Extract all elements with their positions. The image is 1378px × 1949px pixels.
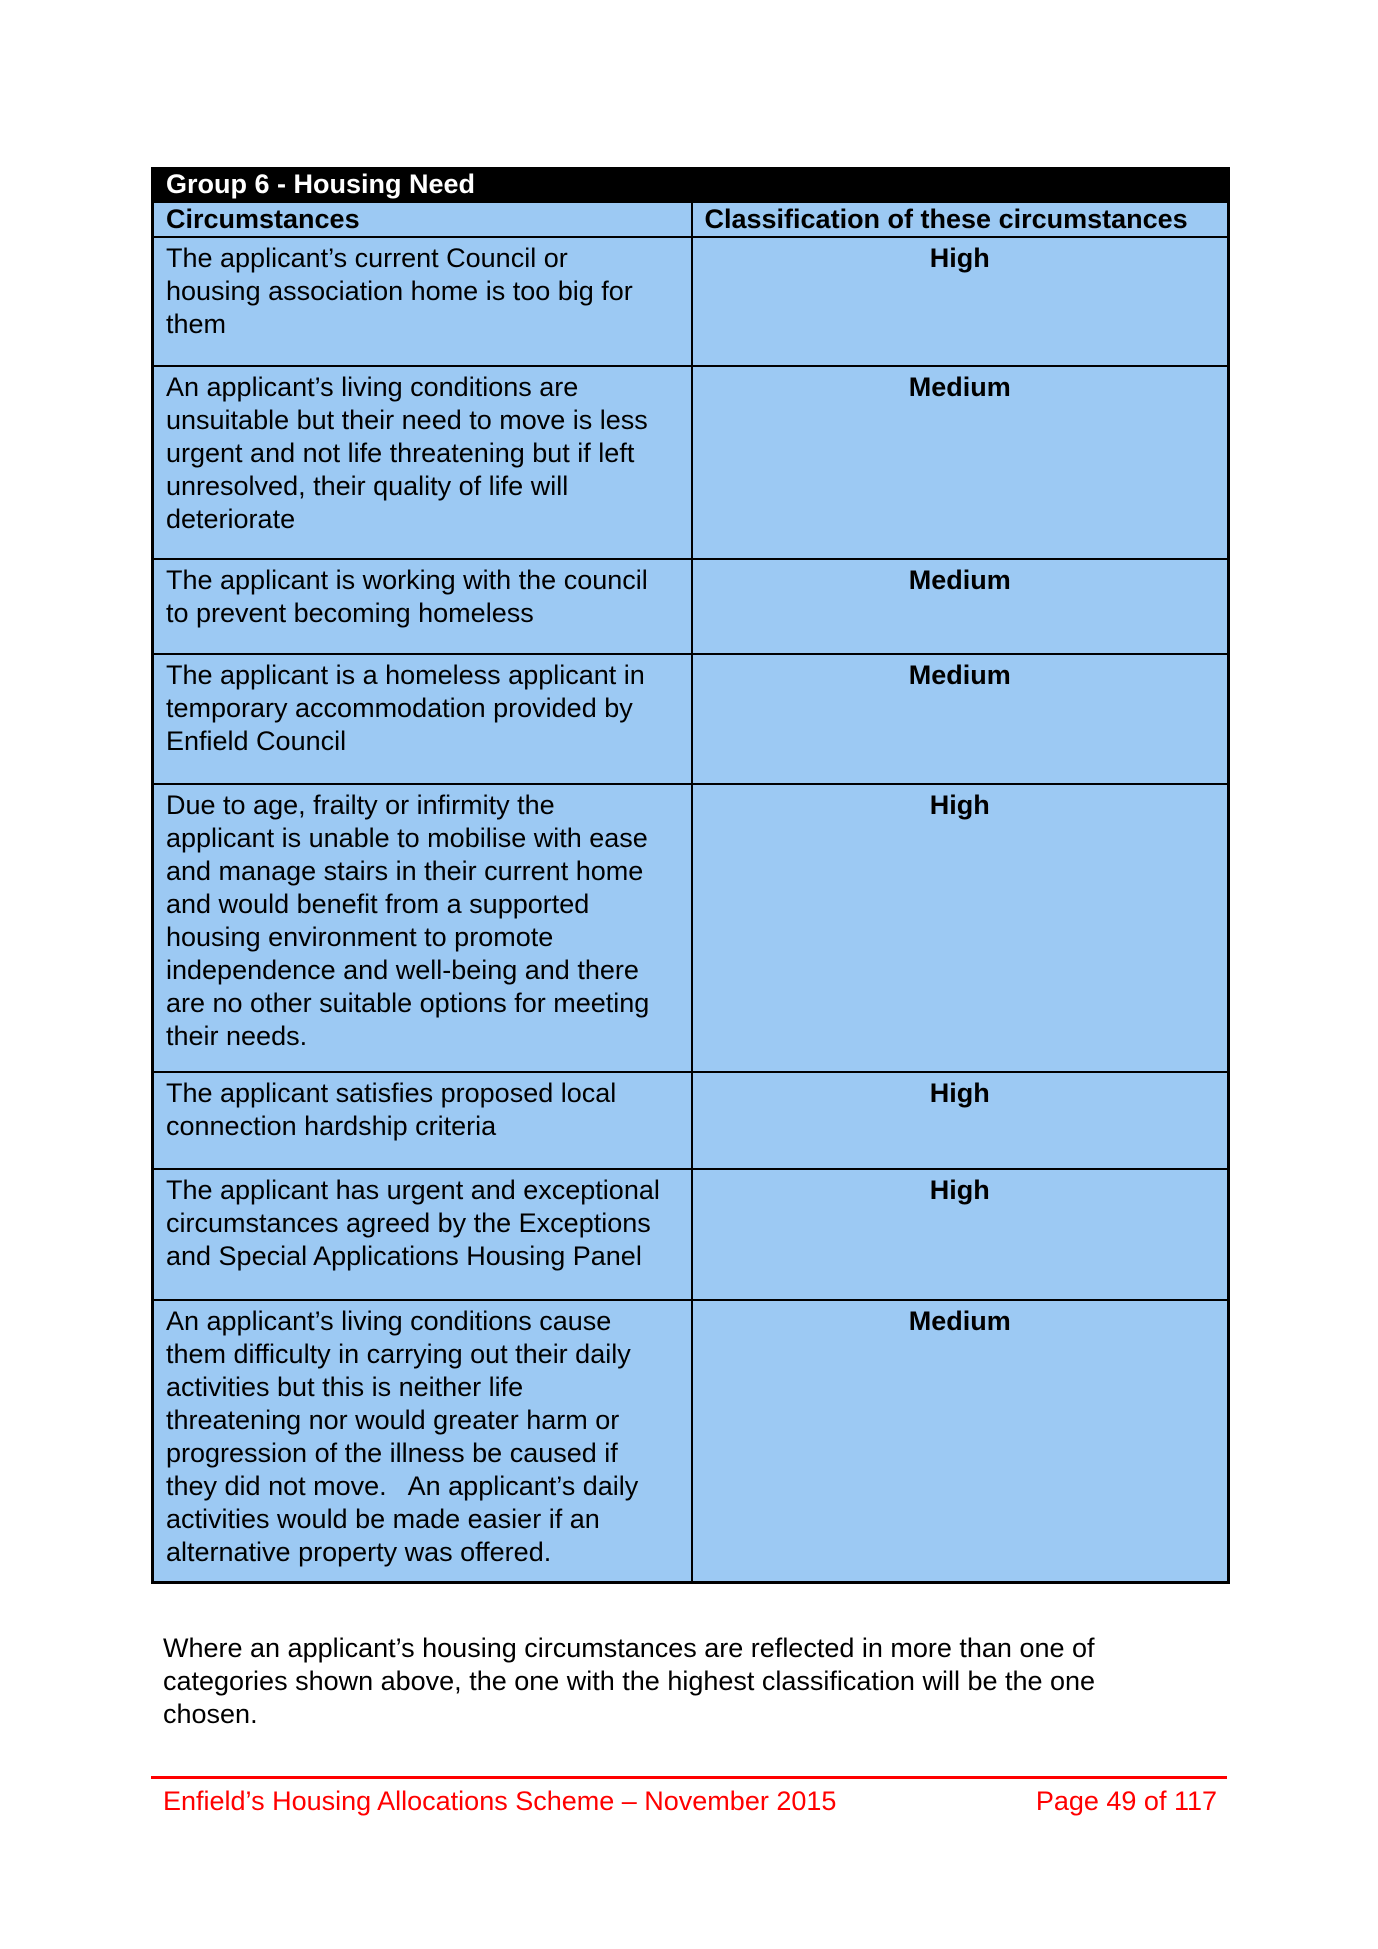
circumstance-cell: The applicant is working with the council to prevent becoming homeless [153,559,692,654]
table-row [153,654,1229,784]
table-row [153,1169,1229,1300]
table-row [153,237,1229,366]
column-header-circumstances: Circumstances [153,202,692,237]
circumstance-cell: An applicant’s living conditions are unsuitable but their need to move is less urgent and not life threatening but if left unresolved, their quality of life will deteriorate [153,366,692,559]
footer-document-title: Enfield’s Housing Allocations Scheme – November 2015 [163,1786,837,1816]
circumstance-cell: The applicant is a homeless applicant in temporary accommodation provided by Enfield Council [153,654,692,784]
circumstance-cell: An applicant’s living conditions cause them difficulty in carrying out their daily activities but this is neither life threatening nor would greater harm or progression of the illness be caused if they did not move. An applicant’s daily activities would be made easier if an alternative property was offered. [153,1300,692,1582]
classification-cell: Medium [692,1300,1229,1582]
page-footer [151,1776,1227,1818]
table-row [153,784,1229,1072]
table-row [153,559,1229,654]
classification-cell: Medium [692,366,1229,559]
table-row [153,1300,1229,1582]
circumstance-cell: The applicant’s current Council or housing association home is too big for them [153,237,692,366]
classification-cell: High [692,237,1229,366]
table-title: Group 6 - Housing Need [153,169,1229,203]
circumstance-cell: The applicant has urgent and exceptional circumstances agreed by the Exceptions and Special Applications Housing Panel [153,1169,692,1300]
note-paragraph: Where an applicant’s housing circumstances are reflected in more than one of categories shown above, the one with the highest classification will be the one chosen. [163,1633,1096,1729]
table-row [153,366,1229,559]
circumstance-cell: The applicant satisfies proposed local connection hardship criteria [153,1072,692,1169]
column-header-classification: Classification of these circumstances [692,202,1229,237]
classification-cell: High [692,784,1229,1072]
table-column-header-row [153,202,1229,237]
classification-cell: High [692,1169,1229,1300]
footer-page-number: Page 49 of 117 [1035,1786,1217,1816]
circumstance-cell: Due to age, frailty or infirmity the applicant is unable to mobilise with ease and manage stairs in their current home and would benefit from a supported housing environment to promote independence and well-being and there are no other suitable options for meeting their needs. [153,784,692,1072]
housing-need-table [151,167,1230,1584]
table-title-row [153,169,1229,203]
classification-cell: Medium [692,559,1229,654]
classification-cell: High [692,1072,1229,1169]
table-row [153,1072,1229,1169]
classification-cell: Medium [692,654,1229,784]
